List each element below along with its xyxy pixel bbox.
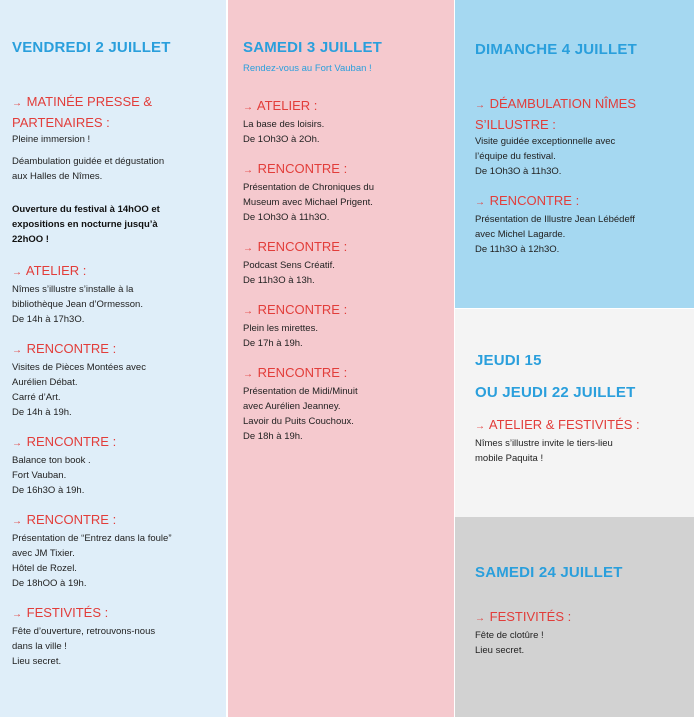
arrow-icon: → [475, 421, 485, 432]
event-title: → DÉAMBULATION NÎMES [475, 96, 637, 111]
event-line: Déambulation guidée et dégustation [12, 156, 165, 167]
event-title-cont: PARTENAIRES : [12, 115, 110, 130]
event-block: → RENCONTRE : Présentation de Chroniques du Museum avec Michael Prigent. De 1Oh3O à 11h3O. [243, 159, 444, 225]
event-title: → RENCONTRE : [12, 512, 117, 527]
saturday-24-panel [455, 517, 694, 717]
opening-note: Ouverture du festival à 14hOO et expositions en nocturne jusqu’à 22hOO ! [12, 204, 160, 245]
arrow-icon: → [243, 102, 253, 113]
arrow-icon: → [12, 516, 22, 527]
event-title: → RENCONTRE : [243, 239, 348, 254]
event-block: → ATELIER & FESTIVITÉS : Nîmes s’illustre invite le tiers-lieu mobile Paquita ! [475, 415, 686, 466]
sunday-panel [455, 0, 694, 308]
event-title: → RENCONTRE : [475, 193, 580, 208]
event-block: → RENCONTRE : Plein les mirettes. De 17h à 19h. [243, 300, 444, 351]
friday-column [0, 0, 226, 717]
event-block [12, 92, 216, 184]
arrow-icon: → [243, 369, 253, 380]
arrow-icon: → [12, 267, 22, 278]
event-block: → RENCONTRE : Présentation de Illustre Jean Lébédeff avec Michel Lagarde. De 11h3O à 12h3O. [475, 191, 686, 257]
event-block: → RENCONTRE : Visites de Pièces Montées avec Aurélien Débat. Carré d’Art. De 14h à 19h. [12, 339, 216, 420]
event-title: → FESTIVITÉS : [475, 609, 572, 624]
event-title: → RENCONTRE : [243, 302, 348, 317]
day-heading: DIMANCHE 4 JUILLET [475, 41, 637, 58]
event-title: → RENCONTRE : [12, 434, 117, 449]
event-title: → MATINÉE PRESSE & [12, 94, 153, 109]
thursday-panel [455, 309, 694, 517]
arrow-icon: → [243, 306, 253, 317]
event-title: → RENCONTRE : [243, 365, 348, 380]
arrow-icon: → [475, 197, 485, 208]
event-line: Pleine immersion ! [12, 134, 91, 145]
event-title-cont: S’ILLUSTRE : [475, 117, 556, 132]
day-heading: VENDREDI 2 JUILLET [12, 39, 171, 56]
event-block: → RENCONTRE : Présentation de Midi/Minuit avec Aurélien Jeanney. Lavoir du Puits Couchoux. De 18h à 19h. [243, 363, 444, 444]
arrow-icon: → [12, 609, 22, 620]
arrow-icon: → [475, 613, 485, 624]
event-line: aux Halles de Nîmes. [12, 171, 103, 182]
arrow-icon: → [243, 243, 253, 254]
arrow-icon: → [12, 345, 22, 356]
arrow-icon: → [12, 438, 22, 449]
event-title: → RENCONTRE : [12, 341, 117, 356]
day-heading: SAMEDI 3 JUILLET [243, 39, 383, 56]
event-title: → ATELIER & FESTIVITÉS : [475, 417, 640, 432]
event-block: → FESTIVITÉS : Fête d’ouverture, retrouvons-nous dans la ville ! Lieu secret. [12, 603, 216, 669]
event-block: → FESTIVITÉS : Fête de clotûre ! Lieu secret. [475, 607, 686, 658]
day-subtitle: Rendez-vous au Fort Vauban ! [243, 63, 372, 74]
day-heading: SAMEDI 24 JUILLET [475, 564, 623, 581]
day-heading-alt: OU JEUDI 22 JUILLET [475, 384, 636, 401]
event-block: → ATELIER : Nîmes s’illustre s’installe à la bibliothèque Jean d’Ormesson. De 14h à 17h3O. [12, 261, 216, 327]
arrow-icon: → [12, 98, 22, 109]
day-heading: JEUDI 15 [475, 352, 542, 369]
arrow-icon: → [243, 165, 253, 176]
event-block: → RENCONTRE : Podcast Sens Créatif. De 11h3O à 13h. [243, 237, 444, 288]
event-block: → ATELIER : La base des loisirs. De 1Oh3O à 2Oh. [243, 96, 444, 147]
event-block: → RENCONTRE : Balance ton book . Fort Vauban. De 16h3O à 19h. [12, 432, 216, 498]
event-title: → ATELIER : [243, 98, 318, 113]
arrow-icon: → [475, 100, 485, 111]
event-block: → RENCONTRE : Présentation de “Entrez dans la foule” avec JM Tixier. Hôtel de Rozel. De 18hOO à 19h. [12, 510, 216, 591]
saturday-column [228, 0, 454, 717]
event-title: → ATELIER : [12, 263, 87, 278]
event-title: → FESTIVITÉS : [12, 605, 109, 620]
event-block: → DÉAMBULATION NÎMES S’ILLUSTRE : Visite guidée exceptionnelle avec l’équipe du festival. De 1Oh3O à 11h3O. [475, 94, 686, 179]
event-title: → RENCONTRE : [243, 161, 348, 176]
